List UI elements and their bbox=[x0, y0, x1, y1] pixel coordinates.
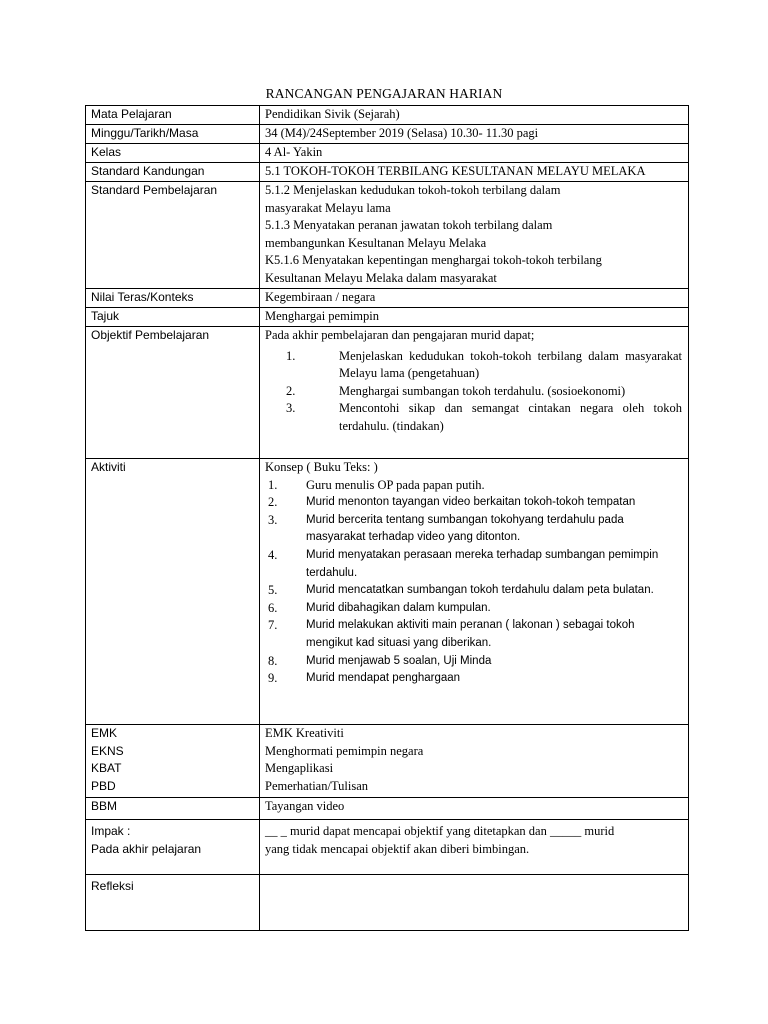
list-item-text: Menjelaskan kedudukan tokoh-tokoh terbilang dalam masyarakat Melayu lama (pengetahuan) bbox=[339, 348, 682, 381]
list-item-number: 8. bbox=[268, 653, 278, 668]
list-item-number: 2. bbox=[268, 495, 278, 510]
list-item-text: Murid bercerita tentang sumbangan tokohyang terdahulu pada masyarakat terhadap video yang ditonton. bbox=[306, 513, 624, 544]
sp-line: K5.1.6 Menyatakan kepentingan menghargai tokoh-tokoh terbilang bbox=[265, 253, 602, 268]
list-item-number: 2. bbox=[286, 383, 296, 398]
list-item-number: 3. bbox=[268, 512, 278, 527]
list-item-text: Guru menulis OP pada papan putih. bbox=[306, 477, 485, 492]
value-mata-pelajaran: Pendidikan Sivik (Sejarah) bbox=[260, 106, 689, 125]
list-item-number: 7. bbox=[268, 618, 278, 633]
label-nilai: Nilai Teras/Konteks bbox=[86, 289, 260, 308]
label-pbd: PBD bbox=[91, 778, 116, 793]
label-emk-group bbox=[86, 725, 260, 798]
label-aktiviti: Aktiviti bbox=[86, 459, 260, 725]
label-tajuk: Tajuk bbox=[86, 308, 260, 327]
sp-line: masyarakat Melayu lama bbox=[265, 200, 391, 215]
list-item-text: Menghargai sumbangan tokoh terdahulu. (sosioekonomi) bbox=[339, 383, 626, 398]
label-kbat: KBAT bbox=[91, 761, 122, 776]
objektif-list bbox=[265, 348, 683, 436]
list-item-number: 6. bbox=[268, 600, 278, 615]
row-refleksi bbox=[86, 875, 689, 931]
sp-line: Kesultanan Melayu Melaka dalam masyarakat bbox=[265, 270, 497, 285]
row-nilai bbox=[86, 289, 689, 308]
objektif-intro: Pada akhir pembelajaran dan pengajaran murid dapat; bbox=[265, 328, 535, 342]
list-item bbox=[265, 670, 683, 688]
value-impak bbox=[260, 820, 689, 875]
label-kelas: Kelas bbox=[86, 144, 260, 163]
label-refleksi: Refleksi bbox=[86, 875, 260, 931]
value-pbd: Pemerhatian/Tulisan bbox=[265, 778, 369, 793]
label-bbm: BBM bbox=[86, 798, 260, 820]
row-standard-kandungan bbox=[86, 163, 689, 182]
list-item-text: Murid melakukan aktiviti main peranan ( lakonan ) sebagai tokoh mengikut kad situasi yang diberikan. bbox=[306, 619, 635, 649]
list-item-text: Murid mendapat penghargaan bbox=[306, 672, 461, 685]
label-standard-pembelajaran: Standard Pembelajaran bbox=[86, 182, 260, 289]
value-ekns: Menghormati pemimpin negara bbox=[265, 743, 424, 758]
label-standard-kandungan: Standard Kandungan bbox=[86, 163, 260, 182]
row-bbm bbox=[86, 798, 689, 820]
row-standard-pembelajaran bbox=[86, 182, 689, 289]
row-kelas bbox=[86, 144, 689, 163]
list-item bbox=[265, 617, 683, 652]
label-impak bbox=[86, 820, 260, 875]
row-aktiviti bbox=[86, 459, 689, 725]
sp-line: membangunkan Kesultanan Melayu Melaka bbox=[265, 235, 487, 250]
value-kelas: 4 Al- Yakin bbox=[260, 144, 689, 163]
value-emk: EMK Kreativiti bbox=[265, 726, 344, 740]
list-item bbox=[265, 582, 683, 600]
list-item-number: 3. bbox=[286, 401, 296, 416]
list-item bbox=[265, 348, 683, 383]
list-item-number: 9. bbox=[268, 671, 278, 686]
value-standard-pembelajaran bbox=[260, 182, 689, 289]
aktiviti-intro: Konsep ( Buku Teks: ) bbox=[265, 460, 378, 474]
document-title: RANCANGAN PENGAJARAN HARIAN bbox=[265, 86, 503, 101]
row-impak bbox=[86, 820, 689, 875]
row-objektif bbox=[86, 327, 689, 459]
list-item bbox=[265, 512, 683, 547]
list-item bbox=[265, 477, 683, 495]
list-item-number: 1. bbox=[268, 477, 278, 492]
value-nilai: Kegembiraan / negara bbox=[260, 289, 689, 308]
label-mata-pelajaran: Mata Pelajaran bbox=[86, 106, 260, 125]
label-ekns: EKNS bbox=[91, 743, 124, 758]
list-item-number: 5. bbox=[268, 583, 278, 598]
sp-line: 5.1.3 Menyatakan peranan jawatan tokoh terbilang dalam bbox=[265, 218, 553, 233]
list-item bbox=[265, 400, 683, 435]
label-objektif: Objektif Pembelajaran bbox=[86, 327, 260, 459]
list-item bbox=[265, 653, 683, 671]
row-emk-group bbox=[86, 725, 689, 798]
list-item-number: 1. bbox=[286, 348, 296, 363]
list-item-text: Mencontohi sikap dan semangat cintakan negara oleh tokoh terdahulu. (tindakan) bbox=[339, 401, 682, 433]
list-item-number: 4. bbox=[268, 547, 278, 562]
label-minggu: Minggu/Tarikh/Masa bbox=[86, 125, 260, 144]
list-item-text: Murid menyatakan perasaan mereka terhadap sumbangan pemimpin terdahulu. bbox=[306, 548, 659, 579]
list-item-text: Murid menonton tayangan video berkaitan tokoh-tokoh tempatan bbox=[306, 496, 636, 509]
list-item bbox=[265, 383, 683, 401]
impak-line: yang tidak mencapai objektif akan diberi bimbingan. bbox=[265, 841, 530, 856]
label-emk: EMK bbox=[91, 726, 118, 740]
lesson-plan-table bbox=[85, 105, 689, 931]
label-impak-sub: Pada akhir pelajaran bbox=[91, 841, 202, 856]
value-kbat: Mengaplikasi bbox=[265, 761, 334, 776]
value-minggu: 34 (M4)/24September 2019 (Selasa) 10.30- 11.30 pagi bbox=[260, 125, 689, 144]
value-emk-group bbox=[260, 725, 689, 798]
list-item-text: Murid dibahagikan dalam kumpulan. bbox=[306, 601, 491, 614]
list-item bbox=[265, 494, 683, 512]
impak-line: __ _ murid dapat mencapai objektif yang ditetapkan dan _____ murid bbox=[265, 824, 615, 838]
value-standard-kandungan: 5.1 TOKOH-TOKOH TERBILANG KESULTANAN MELAYU MELAKA bbox=[260, 163, 689, 182]
value-bbm: Tayangan video bbox=[260, 798, 689, 820]
row-tajuk bbox=[86, 308, 689, 327]
value-aktiviti bbox=[260, 459, 689, 725]
value-refleksi bbox=[260, 875, 689, 931]
label-impak-title: Impak : bbox=[91, 824, 131, 838]
list-item bbox=[265, 547, 683, 582]
aktiviti-list bbox=[265, 477, 683, 688]
row-minggu bbox=[86, 125, 689, 144]
list-item bbox=[265, 600, 683, 618]
value-tajuk: Menghargai pemimpin bbox=[260, 308, 689, 327]
list-item-text: Murid mencatatkan sumbangan tokoh terdahulu dalam peta bulatan. bbox=[306, 584, 654, 597]
row-mata-pelajaran bbox=[86, 106, 689, 125]
value-objektif bbox=[260, 327, 689, 459]
list-item-text: Murid menjawab 5 soalan, Uji Minda bbox=[306, 654, 492, 667]
sp-line: 5.1.2 Menjelaskan kedudukan tokoh-tokoh terbilang dalam bbox=[265, 183, 561, 197]
